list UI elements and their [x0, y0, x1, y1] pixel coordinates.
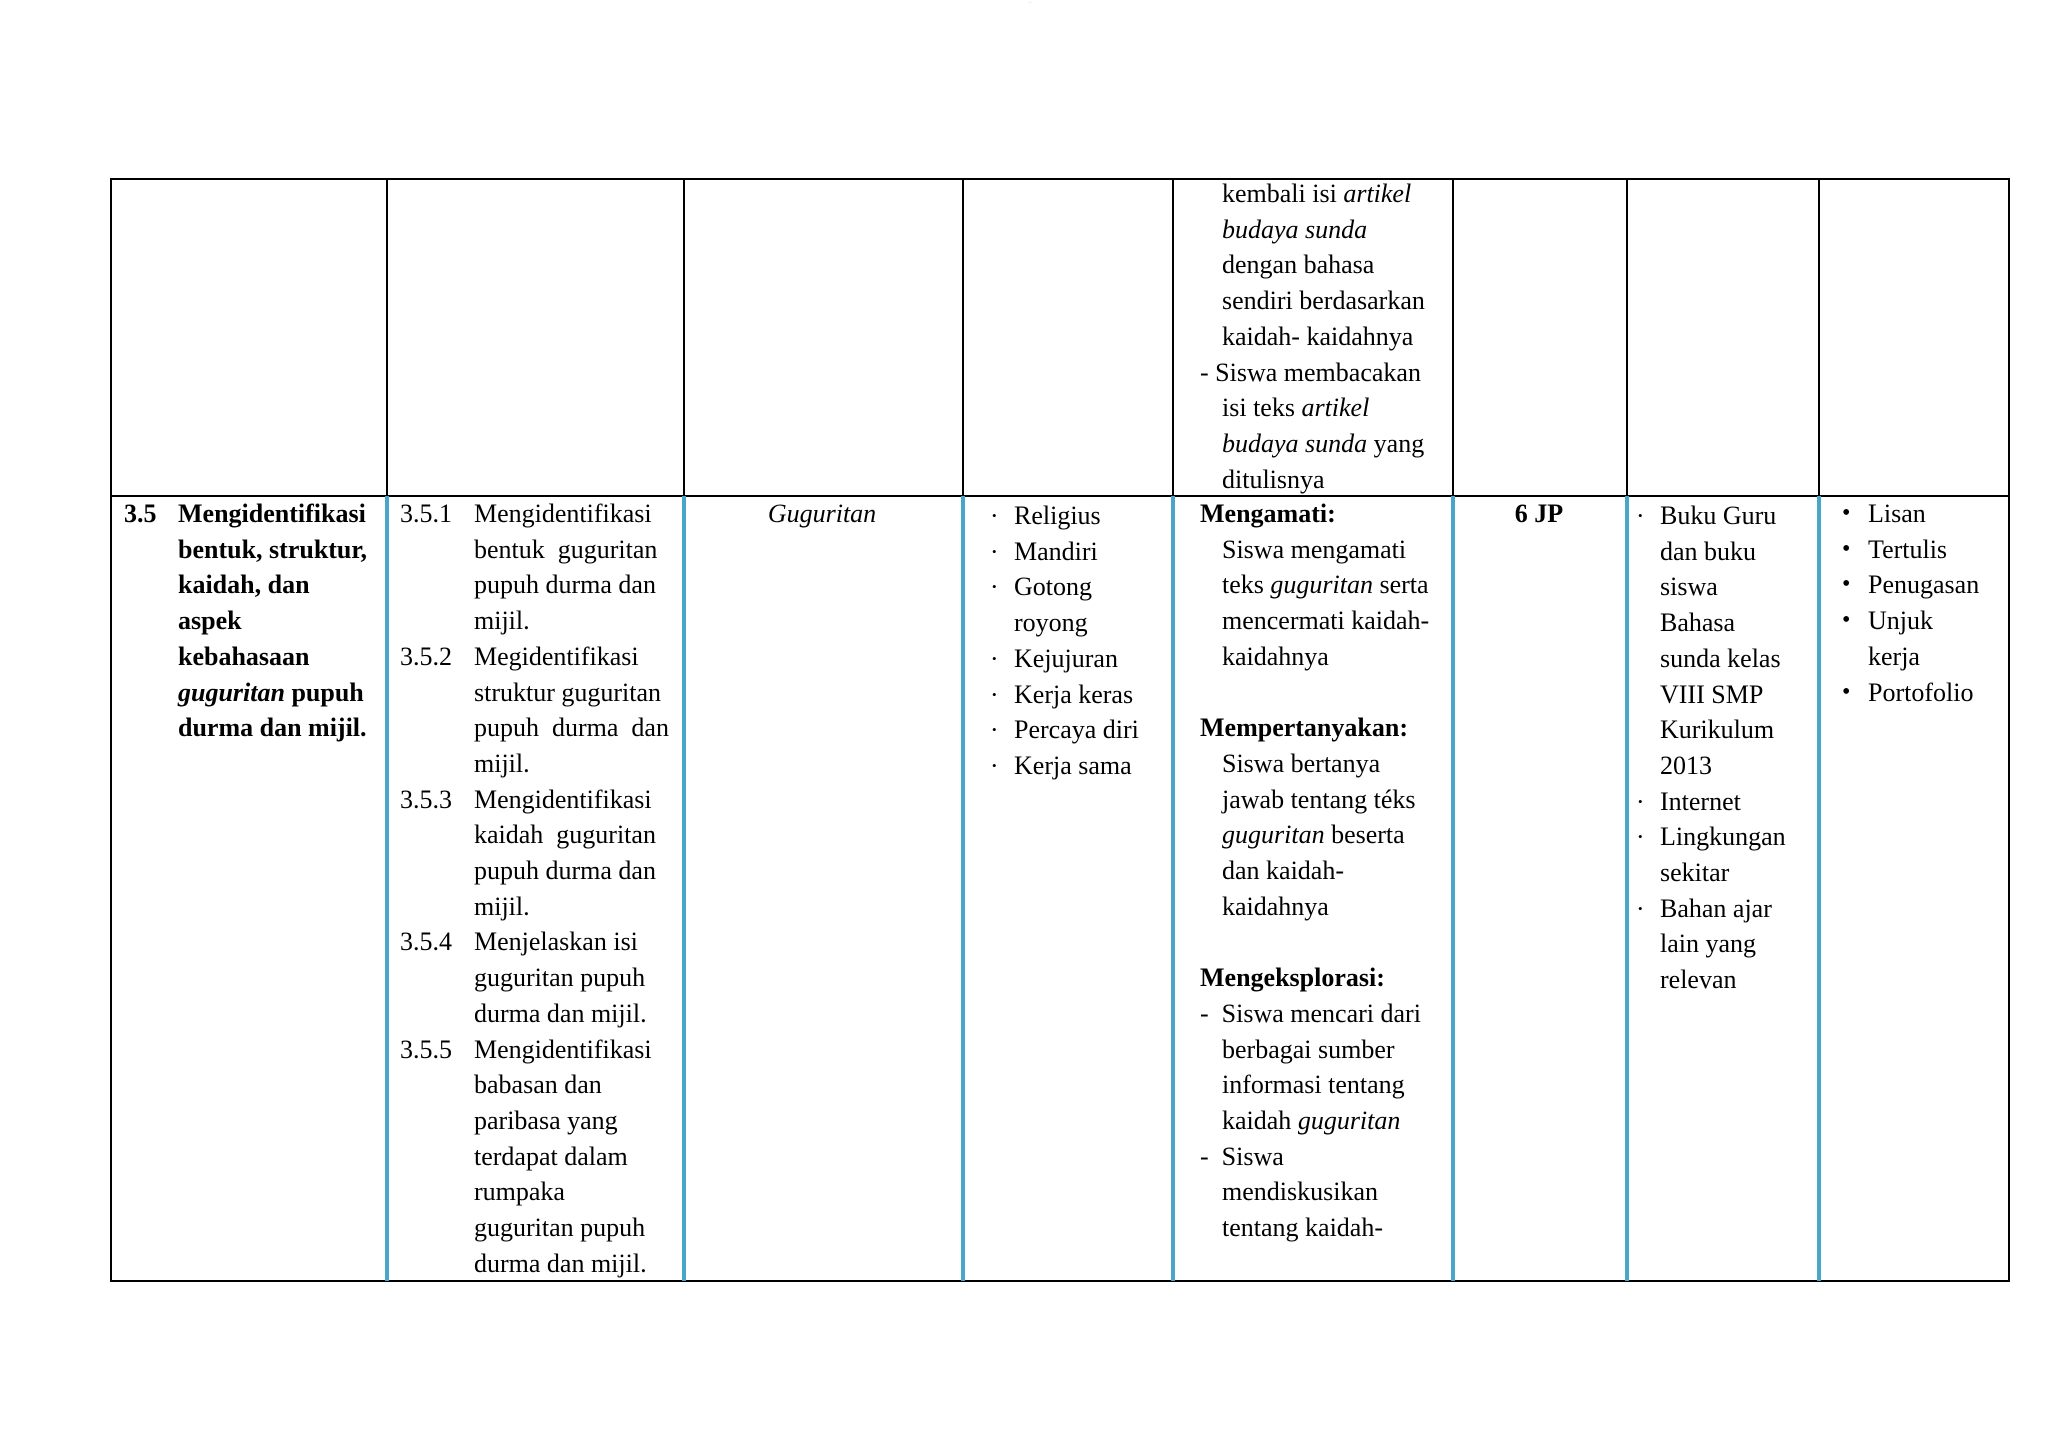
indicator-number: 3.5.5	[400, 1034, 452, 1064]
source-item-text: Internet	[1660, 786, 1741, 816]
indicator-item	[400, 924, 680, 1031]
column-divider	[962, 178, 964, 496]
activity-line: kaidah- kaidahnya	[1222, 321, 1414, 351]
activity-line: mencermati kaidah-	[1222, 606, 1430, 636]
dash-marker: -	[1200, 1141, 1222, 1171]
assessment-item-text: Lisan	[1868, 499, 1926, 528]
kd-line: kaidah, dan	[178, 570, 310, 600]
activity-line: Siswa mengamati	[1222, 534, 1407, 564]
indicator-line: mijil.	[474, 891, 530, 921]
dash-marker: -	[1200, 357, 1216, 387]
indicator-line: mijil.	[474, 748, 530, 778]
value-item	[992, 498, 1170, 534]
indicator-number: 3.5.3	[400, 784, 452, 814]
indicator-line: bentuk guguritan	[474, 534, 658, 564]
activity-line: kaidahnya	[1222, 891, 1329, 921]
bullet-icon: •	[1842, 500, 1851, 526]
indicator-line: terdapat dalam	[474, 1141, 628, 1171]
kd-line: kebahasaan	[178, 641, 310, 671]
bullet-icon: •	[1638, 508, 1643, 523]
bullet-icon: •	[1842, 678, 1851, 705]
value-item-text: Religius	[1014, 501, 1101, 530]
spacer	[1200, 924, 1448, 960]
value-item	[992, 569, 1170, 640]
indicator-line: durma dan mijil.	[474, 1248, 647, 1278]
column-divider	[1172, 178, 1174, 496]
kd-text	[178, 496, 388, 746]
assessment-item	[1842, 603, 2006, 674]
value-item-text: Kejujuran	[1014, 643, 1118, 673]
column-divider	[1626, 178, 1628, 496]
assessment-item	[1842, 567, 2006, 603]
indicator-line: mijil.	[474, 606, 530, 636]
source-item-text: relevan	[1660, 965, 1737, 995]
value-item-text: Gotong	[1014, 572, 1092, 602]
activity-line: mendiskusikan	[1222, 1177, 1378, 1207]
source-item-text: siswa	[1660, 572, 1718, 602]
activity-line: kaidah guguritan	[1222, 1105, 1401, 1135]
kd-line: Mengidentifikasi	[178, 499, 366, 528]
value-item-text: Mandiri	[1014, 536, 1098, 566]
activities-continued-cell	[1200, 176, 1448, 497]
assessment-item-text: Portofolio	[1868, 677, 1974, 707]
source-item-text: Lingkungan	[1660, 822, 1786, 852]
indicator-line: Mengidentifikasi	[474, 1034, 652, 1064]
source-item-text: dan buku	[1660, 536, 1757, 566]
activity-line: - Siswa	[1200, 1141, 1284, 1171]
bullet-icon: •	[992, 543, 997, 559]
indicator-line: babasan dan	[474, 1070, 602, 1100]
source-item-text: VIII SMP	[1660, 679, 1764, 709]
value-item-text: Kerja sama	[1014, 750, 1132, 780]
activity-line: budaya sunda yang	[1222, 428, 1425, 458]
indicator-line: durma dan mijil.	[474, 998, 647, 1028]
value-item	[992, 534, 1170, 570]
kd-line: durma dan mijil.	[178, 713, 367, 743]
column-divider	[1451, 496, 1455, 1281]
indicator-item	[400, 782, 680, 925]
indicator-number: 3.5.1	[400, 499, 452, 528]
column-divider	[1817, 496, 1821, 1281]
activity-line: sendiri berdasarkan	[1222, 286, 1425, 316]
indicator-line: guguritan pupuh	[474, 1213, 646, 1243]
learning-material: Guguritan	[767, 499, 877, 528]
activity-line: informasi tentang	[1222, 1070, 1405, 1100]
source-item	[1638, 784, 1816, 820]
page-header-mark: —	[1028, 0, 1032, 4]
column-divider	[683, 178, 685, 496]
indicator-line: kaidah guguritan	[474, 820, 656, 850]
learning-activities-cell	[1200, 496, 1448, 1246]
activity-heading: Mempertanyakan:	[1200, 713, 1408, 743]
column-divider	[1818, 178, 1820, 496]
bullet-icon: •	[992, 686, 997, 702]
activity-line: tentang kaidah-	[1222, 1213, 1383, 1243]
indicator-line: Menjelaskan isi	[474, 927, 638, 957]
time-allocation: 6 JP	[1514, 499, 1564, 528]
bullet-icon: •	[1842, 607, 1851, 634]
indicator-line: Megidentifikasi	[474, 641, 639, 671]
indicators-cell	[400, 496, 680, 1281]
indicator-line: pupuh durma dan	[474, 570, 656, 600]
bullet-icon: •	[992, 722, 997, 738]
row-divider	[110, 495, 2010, 497]
indicator-line: guguritan pupuh	[474, 963, 646, 993]
bullet-icon: •	[1638, 900, 1643, 916]
activity-line: budaya sunda	[1222, 214, 1368, 244]
activity-line: - Siswa membacakan	[1200, 357, 1421, 387]
dash-marker: -	[1200, 998, 1222, 1028]
activity-heading: Mengeksplorasi:	[1200, 963, 1385, 993]
bullet-icon: •	[1842, 571, 1851, 598]
indicator-number: 3.5.2	[400, 641, 452, 671]
bullet-icon: •	[1638, 829, 1643, 845]
assessment-item-text: Unjuk	[1868, 606, 1933, 636]
indicator-line: pupuh durma dan	[474, 713, 669, 743]
activity-line: Siswa bertanya	[1222, 748, 1381, 778]
assessment-item	[1842, 496, 2006, 532]
activity-line: kembali isi artikel	[1222, 179, 1412, 208]
kd-number: 3.5	[124, 499, 157, 528]
activity-line: - Siswa mencari dari	[1200, 998, 1421, 1028]
kd-line: bentuk, struktur,	[178, 534, 368, 564]
assessment-item-text: Tertulis	[1868, 534, 1948, 564]
indicator-number: 3.5.4	[400, 927, 452, 957]
source-item-text: sekitar	[1660, 858, 1730, 888]
bullet-icon: •	[992, 579, 997, 595]
bullet-icon: •	[1638, 793, 1643, 809]
value-item	[992, 748, 1170, 784]
indicator-line: pupuh durma dan	[474, 856, 656, 886]
character-values-cell	[992, 498, 1170, 784]
assessment-item	[1842, 532, 2006, 568]
indicator-line: paribasa yang	[474, 1105, 618, 1135]
bullet-icon: •	[992, 650, 997, 666]
table-left-border	[110, 178, 112, 1282]
source-item-text: Buku Guru	[1660, 501, 1777, 530]
column-divider	[1171, 496, 1175, 1281]
column-divider	[1452, 178, 1454, 496]
indicator-item	[400, 639, 680, 782]
column-divider	[682, 496, 686, 1281]
activity-line: jawab tentang téks	[1222, 784, 1416, 814]
source-item-text: Bahasa	[1660, 608, 1736, 638]
source-item	[1638, 891, 1816, 998]
assessment-cell	[1842, 496, 2006, 710]
value-item	[992, 712, 1170, 748]
value-item-text: Percaya diri	[1014, 715, 1139, 745]
column-divider	[961, 496, 965, 1281]
source-item-text: Kurikulum	[1660, 715, 1775, 745]
source-item	[1638, 819, 1816, 890]
bullet-icon: •	[1842, 535, 1851, 562]
column-divider	[386, 178, 388, 496]
value-item	[992, 641, 1170, 677]
learning-sources-cell	[1638, 498, 1816, 998]
column-divider	[1625, 496, 1629, 1281]
indicator-line: Mengidentifikasi	[474, 499, 652, 528]
activity-line: berbagai sumber	[1222, 1034, 1395, 1064]
assessment-item-text: Penugasan	[1868, 570, 1980, 600]
table-right-border	[2008, 178, 2010, 1282]
activity-line: ditulisnya	[1222, 464, 1325, 494]
source-item-text: sunda kelas	[1660, 643, 1781, 673]
indicator-line: struktur guguritan	[474, 677, 662, 707]
bullet-icon: •	[992, 508, 997, 523]
activity-line: guguritan beserta	[1222, 820, 1405, 850]
assessment-item-text: kerja	[1868, 641, 1920, 671]
source-item-text: lain yang	[1660, 929, 1757, 959]
assessment-item	[1842, 675, 2006, 711]
value-item-text: royong	[1014, 608, 1088, 638]
indicator-item	[400, 1032, 680, 1282]
value-item-text: Kerja keras	[1014, 679, 1134, 709]
activity-line: dengan bahasa	[1222, 250, 1375, 280]
kd-line: guguritan pupuh	[178, 677, 364, 707]
activity-line: teks guguritan serta	[1222, 570, 1429, 600]
activity-line: kaidahnya	[1222, 641, 1329, 671]
indicator-line: rumpaka	[474, 1177, 565, 1207]
source-item-text: Bahan ajar	[1660, 893, 1772, 923]
activity-line: dan kaidah-	[1222, 856, 1345, 886]
indicator-item	[400, 496, 680, 639]
source-item	[1638, 498, 1816, 784]
source-item-text: 2013	[1660, 750, 1712, 780]
table-top-border	[110, 178, 2010, 180]
kd-line: aspek	[178, 606, 242, 636]
table-bottom-border	[110, 1280, 2010, 1282]
spacer	[1200, 675, 1448, 711]
indicator-line: Mengidentifikasi	[474, 784, 652, 814]
value-item	[992, 677, 1170, 713]
bullet-icon: •	[992, 757, 997, 773]
activity-heading: Mengamati:	[1200, 499, 1336, 528]
activity-line: isi teks artikel	[1222, 393, 1370, 423]
